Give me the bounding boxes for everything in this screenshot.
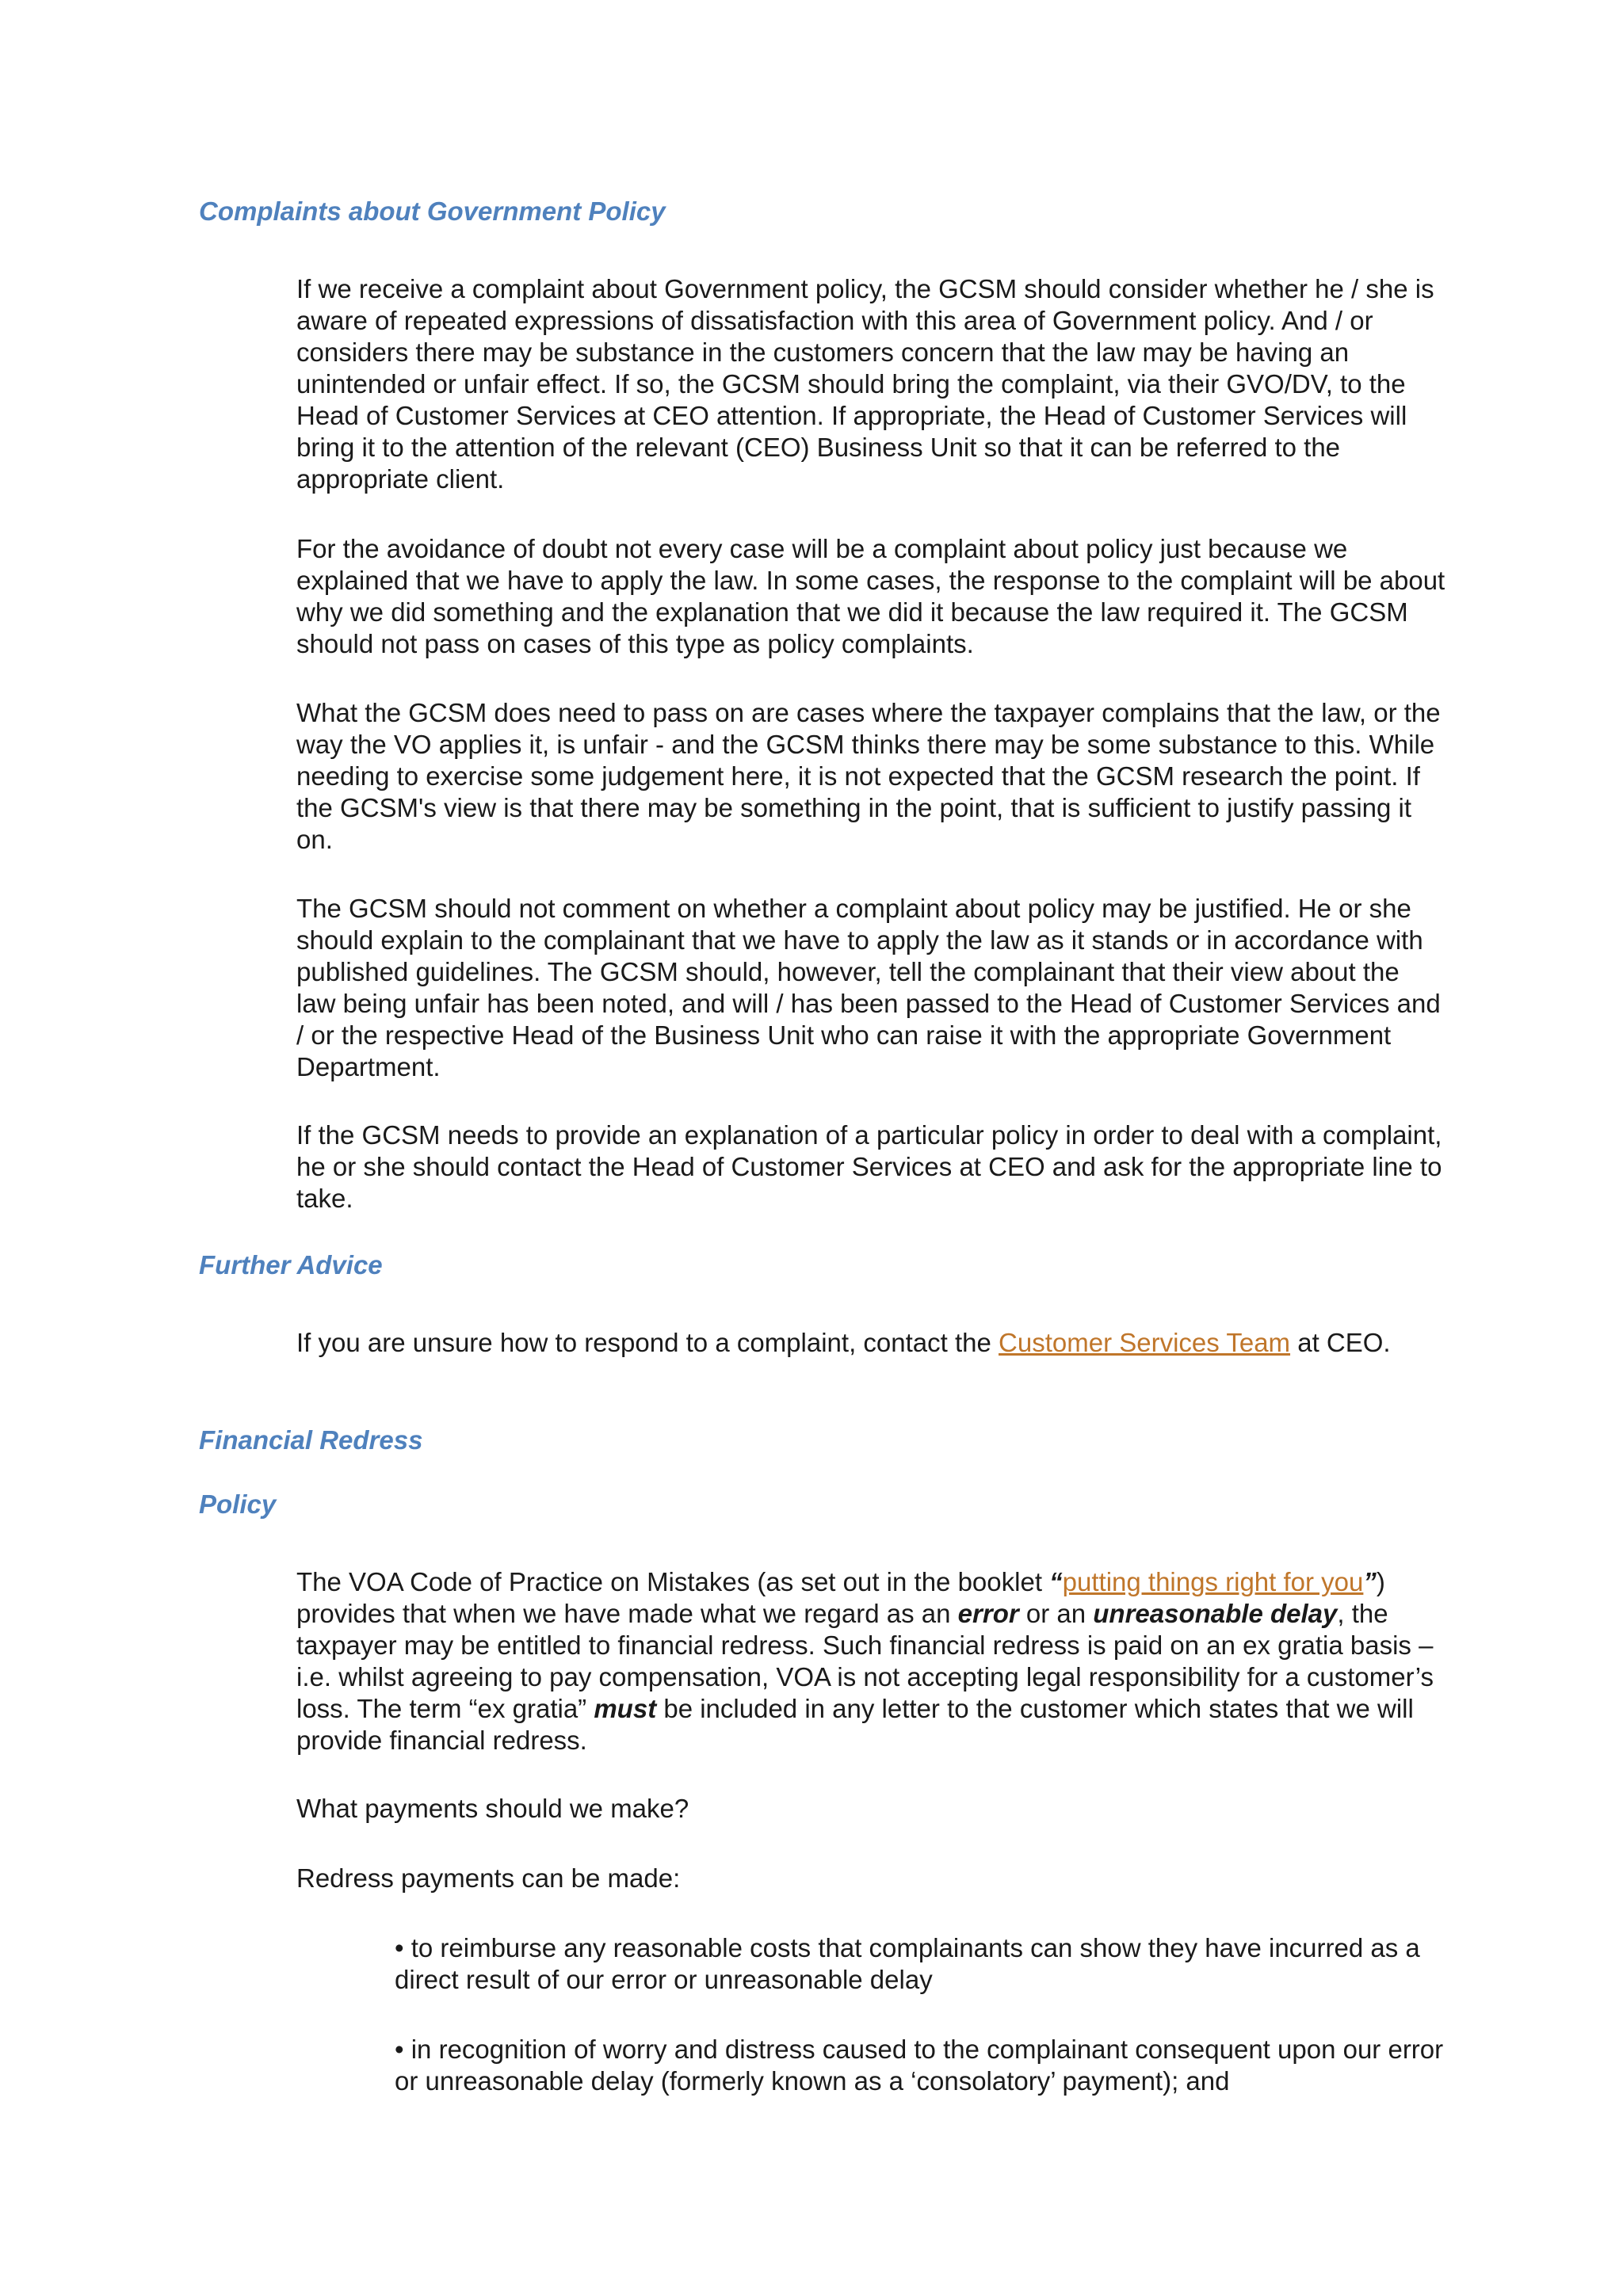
code-of-practice-text: The VOA Code of Practice on Mistakes (as set out in the booklet bbox=[296, 1567, 1050, 1596]
paragraph-no-comment: The GCSM should not comment on whether a complaint about policy may be justified. He or she should explain to the complainant that we have to apply the law as it stands or in accordance with published guidelines. The GCSM should, however, tell the complainant that their view about the law being unfair has been noted, and will / has been passed to the Head of Customer Services and / or the respective Head of the Business Unit who can raise it with the appropriate Government Department. bbox=[296, 894, 1441, 1081]
putting-things-right-link[interactable]: putting things right for you bbox=[1062, 1567, 1364, 1596]
heading-government-policy: Complaints about Government Policy bbox=[199, 196, 666, 226]
paragraph-avoidance-of-doubt: For the avoidance of doubt not every case will be a complaint about policy just because we explained that we have to apply the law. In some cases, the response to the complaint will be about why we did something and the explanation that we did it because the law required it. The GCSM should not pass on cases of this type as policy complaints. bbox=[296, 534, 1445, 658]
list-item-reimburse-costs: • to reimburse any reasonable costs that complainants can show they have incurred as a direct result of our error or unreasonable delay bbox=[395, 1933, 1420, 1994]
paragraph-policy-complaint-intro: If we receive a complaint about Government policy, the GCSM should consider whether he / she is aware of repeated expressions of dissatisfaction with this area of Government policy. And / or considers there may be substance in the customers concern that the law may be having an unintended or unfair effect. If so, the GCSM should bring the complaint, via their GVO/DV, to the Head of Customer Services at CEO attention. If appropriate, the Head of Customer Services will bring it to the attention of the relevant (CEO) Business Unit so that it can be referred to the appropriate client. bbox=[296, 274, 1434, 494]
customer-services-team-link[interactable]: Customer Services Team bbox=[999, 1328, 1291, 1357]
paragraph-what-to-pass-on: What the GCSM does need to pass on are cases where the taxpayer complains that the law, or the way the VO applies it, is unfair - and the GCSM thinks there may be some substance to this. While needing to exercise some judgement here, it is not expected that the GCSM research the point. If the GCSM's view is that there may be something in the point, that is sufficient to justify passing it on. bbox=[296, 698, 1441, 854]
heading-policy: Policy bbox=[199, 1489, 277, 1519]
code-of-practice-text-4: , the taxpayer may be entitled to financial redress. Such financial redress is paid on an ex gratia basis – i.e. whilst agreeing to pay compensation, VOA is not accepting legal responsibility for a customer’s loss. The term “ex gratia” bbox=[296, 1599, 1434, 1723]
code-of-practice-text-5: be included in any letter to the customer which states that we will provide financial redress. bbox=[296, 1694, 1414, 1755]
further-advice-text: If you are unsure how to respond to a complaint, contact the bbox=[296, 1328, 999, 1357]
paragraph-further-advice bbox=[296, 1327, 1445, 1359]
quote-close: ” bbox=[1363, 1567, 1377, 1596]
quote-open: “ bbox=[1049, 1567, 1063, 1596]
code-of-practice-text-3: or an bbox=[1018, 1599, 1094, 1628]
emphasis-error: error bbox=[957, 1599, 1019, 1628]
heading-further-advice: Further Advice bbox=[199, 1250, 383, 1280]
paragraph-code-of-practice bbox=[296, 1566, 1445, 1756]
heading-financial-redress: Financial Redress bbox=[199, 1425, 423, 1455]
emphasis-must: must bbox=[594, 1694, 657, 1723]
code-of-practice-text-2: ) provides that when we have made what we regard as an bbox=[296, 1567, 1385, 1628]
paragraph-redress-intro: Redress payments can be made: bbox=[296, 1863, 681, 1893]
further-advice-text-end: at CEO. bbox=[1290, 1328, 1391, 1357]
emphasis-unreasonable-delay: unreasonable delay bbox=[1093, 1599, 1338, 1628]
paragraph-explanation-of-policy: If the GCSM needs to provide an explanation of a particular policy in order to deal with a complaint, he or she should contact the Head of Customer Services at CEO and ask for the appropriate line to take. bbox=[296, 1120, 1442, 1213]
paragraph-what-payments: What payments should we make? bbox=[296, 1794, 689, 1823]
list-item-worry-and-distress: • in recognition of worry and distress caused to the complainant consequent upon our error or unreasonable delay (formerly known as a ‘consolatory’ payment); and bbox=[395, 2035, 1444, 2096]
